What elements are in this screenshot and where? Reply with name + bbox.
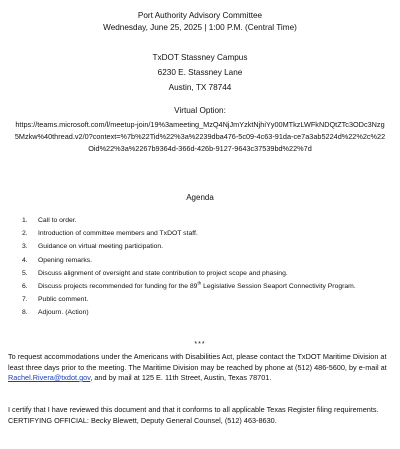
location-city: Austin, TX 78744 (168, 83, 232, 92)
agenda-item-number: 7. (22, 296, 28, 304)
section-separator: *** (194, 341, 206, 348)
agenda-item-number: 5. (22, 269, 28, 277)
agenda-item (22, 256, 392, 265)
certifying-official: CERTIFYING OFFICIAL: Becky Blewett, Deputy General Counsel, (512) 463-8630. (8, 415, 277, 425)
contact-email-link[interactable]: Rachel.Rivera@txdot.gov (8, 373, 91, 382)
ordinal-suffix: th (197, 280, 202, 286)
agenda-item-number: 6. (22, 282, 28, 290)
ada-notice-text: To request accommodations under the Americans with Disabilities Act, please contact the TxDOT Maritime Division at least three days prior to the meeting. The Maritime Division may be reached by phone at (512) 486-5600, by e-mail at (8, 352, 387, 372)
agenda-item (22, 308, 392, 317)
agenda-item-number: 8. (22, 309, 28, 317)
agenda-item (22, 242, 392, 251)
agenda-item-text: Adjourn. (Action) (38, 309, 89, 317)
agenda-item-text: Opening remarks. (38, 256, 93, 264)
agenda-item-text: Discuss alignment of oversight and state contribution to project scope and phasing. (38, 269, 288, 277)
ada-notice (8, 352, 394, 384)
certification-block (8, 405, 394, 426)
meeting-datetime: Wednesday, June 25, 2025 | 1:00 P.M. (Central Time) (103, 23, 297, 32)
agenda-item (22, 229, 392, 238)
agenda-heading: Agenda (186, 193, 214, 202)
virtual-option-label: Virtual Option: (174, 106, 226, 115)
agenda-item-text: Public comment. (38, 296, 89, 304)
agenda-item-number: 2. (22, 230, 28, 238)
certification-statement: I certify that I have reviewed this document and that it conforms to all applicable Texas Register filing requirements. (8, 405, 379, 414)
location-street: 6230 E. Stassney Lane (157, 68, 243, 77)
meeting-location (0, 50, 400, 95)
agenda-item (22, 269, 392, 278)
agenda-list (22, 216, 392, 322)
agenda-item-text-end: Legislative Session Seaport Connectivity Program. (201, 282, 356, 290)
ada-notice-text-end: , and by mail at 125 E. 11th Street, Austin, Texas 78701. (90, 373, 272, 382)
location-name: TxDOT Stassney Campus (152, 53, 248, 62)
agenda-item-number: 3. (22, 243, 28, 251)
agenda-item-text (38, 282, 392, 291)
agenda-item (22, 282, 392, 291)
agenda-item (22, 216, 392, 225)
agenda-item-text-start: Discuss projects recommended for funding for the 89 (38, 282, 198, 290)
agenda-item-number: 4. (22, 256, 28, 264)
agenda-item-text: Call to order. (38, 217, 77, 224)
teams-meeting-link[interactable]: https://teams.microsoft.com/l/meetup-join/19%3ameeting_MzQ4NjJmYzktNjhiYy00MTkzLWFkNDQtZTc3ODc3Nzg5Mzkw%40thread.v2/0?context=%7b%22Tid%22%3a%2239dba476-5c09-4c63-91da-ce7a3ab5224d%22%2c%22Oid%22%3a%2267b9364d-366d-426b-9127-9643c37539bd%22%7d (14, 120, 386, 153)
agenda-item-text: Guidance on virtual meeting participation. (38, 243, 164, 251)
agenda-item (22, 295, 392, 304)
virtual-option (0, 103, 400, 155)
agenda-item-text: Introduction of committee members and TxDOT staff. (38, 230, 198, 238)
committee-title: Port Authority Advisory Committee (137, 11, 263, 20)
agenda-item-number: 1. (22, 217, 28, 224)
